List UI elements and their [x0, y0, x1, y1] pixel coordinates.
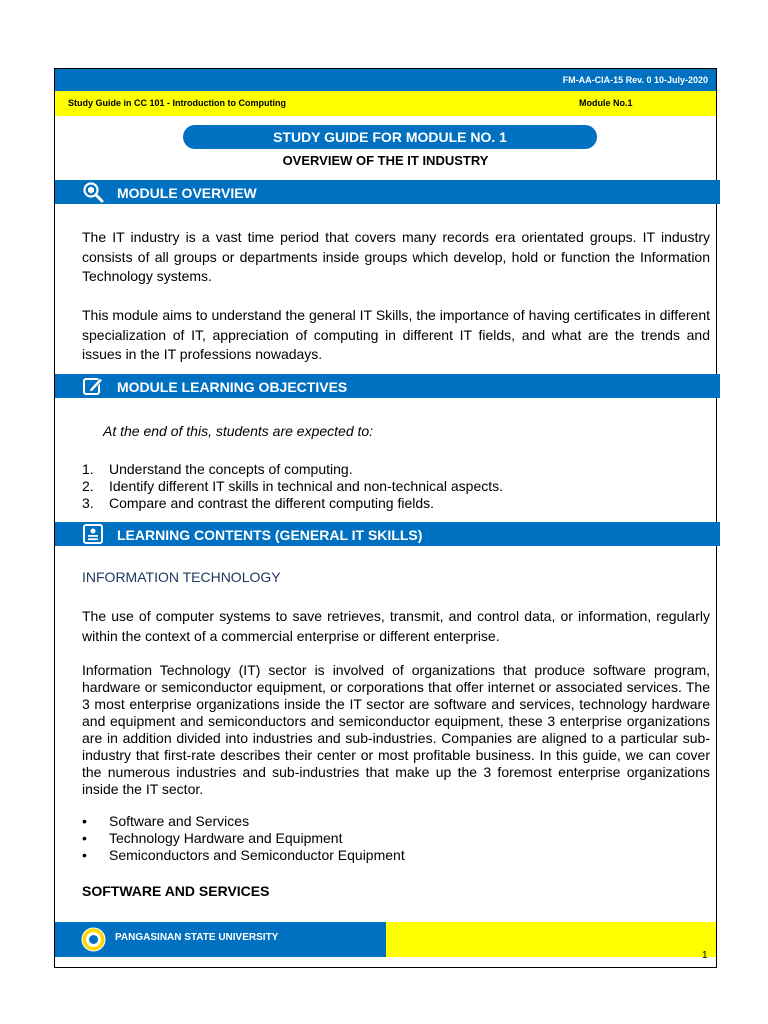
list-item-text: Software and Services — [109, 813, 250, 829]
content-subheading: SOFTWARE AND SERVICES — [82, 883, 270, 899]
content-paragraph: The use of computer systems to save retrieves, transmit, and control data, or information, regularly within the context of a commercial enterprise or different enterprise. — [82, 608, 710, 644]
list-item-text: Understand the concepts of computing. — [109, 461, 353, 477]
list-number: 2. — [82, 478, 94, 494]
list-number: 3. — [82, 495, 94, 511]
module-subtitle: OVERVIEW OF THE IT INDUSTRY — [282, 153, 489, 168]
top-header-bar — [55, 69, 716, 91]
list-number: 1. — [82, 461, 94, 477]
overview-paragraph: This module aims to understand the general IT Skills, the importance of having certificates in different specialization of IT, appreciation of computing in different IT fields, and what are the trends and issues in the IT professions nowadays. — [82, 307, 710, 362]
bullet-icon: • — [82, 847, 87, 863]
footer-bar — [55, 922, 386, 957]
list-item-text: Semiconductors and Semiconductor Equipment — [109, 847, 405, 863]
objectives-intro: At the end of this, students are expected to: — [103, 423, 374, 439]
content-heading: INFORMATION TECHNOLOGY — [82, 569, 281, 585]
university-name: PANGASINAN STATE UNIVERSITY — [115, 932, 279, 943]
list-item — [82, 813, 405, 830]
overview-paragraph: The IT industry is a vast time period that covers many records era orientated groups. IT industry consists of all groups or departments inside groups which develop, hold or function the Information Technology systems. — [82, 229, 710, 284]
list-item — [82, 830, 405, 847]
course-header-bar — [55, 91, 716, 116]
objectives-list — [82, 461, 503, 512]
section-bar-learning-contents — [55, 522, 720, 546]
list-item-text: Compare and contrast the different computing fields. — [109, 495, 435, 511]
module-number: Module No.1 — [579, 98, 633, 108]
section-title: MODULE OVERVIEW — [117, 185, 257, 201]
section-bar-module-overview — [55, 180, 720, 204]
study-guide-title: STUDY GUIDE FOR MODULE NO. 1 — [183, 125, 597, 149]
list-item-text: Technology Hardware and Equipment — [109, 830, 343, 846]
bullet-icon: • — [82, 830, 87, 846]
list-item — [82, 478, 503, 495]
university-seal-icon — [81, 927, 106, 952]
form-code: FM-AA-CIA-15 Rev. 0 10-July-2020 — [562, 75, 708, 85]
section-bar-learning-objectives — [55, 374, 720, 398]
list-item — [82, 461, 503, 478]
course-title: Study Guide in CC 101 - Introduction to Computing — [68, 98, 286, 108]
search-icon — [82, 181, 104, 203]
section-title: MODULE LEARNING OBJECTIVES — [117, 379, 348, 395]
list-item-text: Identify different IT skills in technical and non-technical aspects. — [109, 478, 504, 494]
edit-icon — [82, 375, 104, 397]
page-number: 1 — [702, 950, 708, 961]
section-title: LEARNING CONTENTS (GENERAL IT SKILLS) — [117, 527, 423, 543]
bullet-list — [82, 813, 405, 864]
footer-yellow-bar — [386, 922, 716, 957]
list-item — [82, 495, 503, 512]
content-paragraph: Information Technology (IT) sector is involved of organizations that produce software program, hardware or semiconductor equipment, or corporations that offer internet or associated services. The 3 most enterprise organizations inside the IT sector are software and services, technology hardware and equipment and semiconductors and semiconductor equipment, these 3 enterprise organizations are in addition divided into industries and sub-industries. Companies are aligned to a particular sub-industry that first-rate describes their center or most profitable business. In this guide, we can cover the numerous industries and sub-industries that make up the 3 foremost enterprise organizations inside the IT sector. — [82, 662, 710, 797]
contact-card-icon — [82, 523, 104, 545]
list-item — [82, 847, 405, 864]
bullet-icon: • — [82, 813, 87, 829]
